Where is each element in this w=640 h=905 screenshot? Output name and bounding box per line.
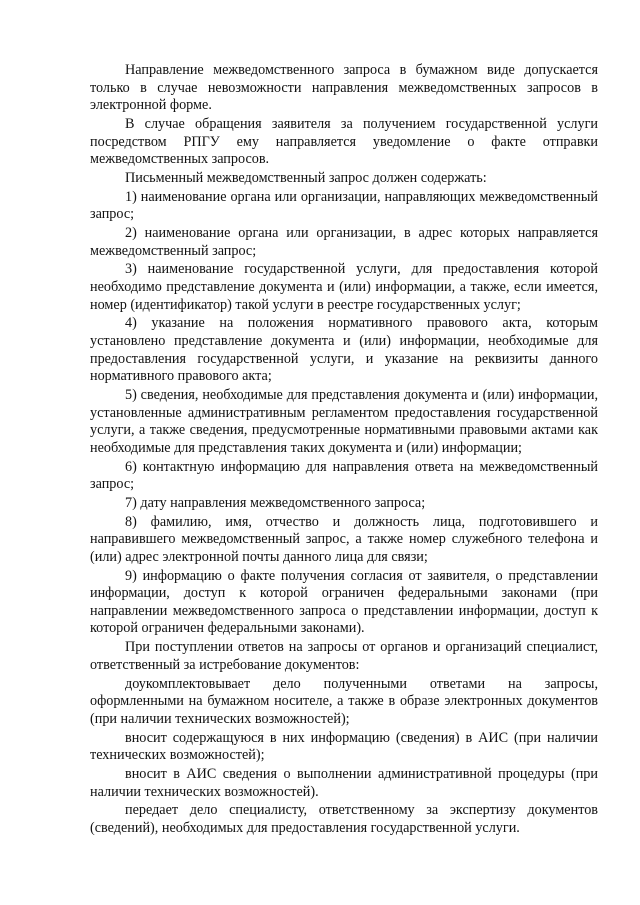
paragraph-paper-request: Направление межведомственного запроса в бумажном виде допускается только в случае невозможности направления межведомственных запросов в электронной форме. <box>90 62 598 114</box>
list-item-2: 2) наименование органа или организации, в адрес которых направляется межведомственный запрос; <box>90 225 598 259</box>
paragraph-enter-procedure-ais: вносит в АИС сведения о выполнении административной процедуры (при наличии технических возможностей). <box>90 765 598 800</box>
list-item-1: 1) наименование органа или организации, направляющих межведомственный запрос; <box>90 188 598 223</box>
paragraph-complete-file: доукомплектовывает дело полученными ответами на запросы, оформленными на бумажном носителе, а также в образе электронных документов (при наличии технических возможностей); <box>90 675 598 727</box>
list-item-6: 6) контактную информацию для направления ответа на межведомственный запрос; <box>90 458 598 493</box>
paragraph-enter-info-ais: вносит содержащуюся в них информацию (сведения) в АИС (при наличии технических возможностей); <box>90 729 598 764</box>
list-item-5: 5) сведения, необходимые для представления документа и (или) информации, установленные административным регламентом предоставления государственной услуги, а также сведения, предусмотренные нормативными правовыми актами как необходимые для представления таких документа и (или) информации; <box>90 387 598 456</box>
paragraph-rpgu-notification: В случае обращения заявителя за получением государственной услуги посредством РПГУ ему направляется уведомление о факте отправки межведомственных запросов. <box>90 115 598 168</box>
list-item-8: 8) фамилию, имя, отчество и должность лица, подготовившего и направившего межведомственный запрос, а также номер служебного телефона и (или) адрес электронной почты данного лица для связи; <box>90 513 598 565</box>
list-item-3: 3) наименование государственной услуги, для предоставления которой необходимо представление документа и (или) информации, а также, если имеется, номер (идентификатор) такой услуги в реестре государственных услуг; <box>90 261 598 313</box>
list-item-9: 9) информацию о факте получения согласия от заявителя, о представлении информации, доступ к которой ограничен федеральными законами (при направлении межведомственного запроса о представлении информации, доступ к которой ограничен федеральными законами). <box>90 567 598 637</box>
paragraph-responses-intro: При поступлении ответов на запросы от органов и организаций специалист, ответственный за истребование документов: <box>90 639 598 673</box>
list-item-4: 4) указание на положения нормативного правового акта, которым установлено представление документа и (или) информации, необходимые для предоставления государственной услуги, и указание на реквизиты данного нормативного правового акта; <box>90 315 598 385</box>
list-item-7: 7) дату направления межведомственного запроса; <box>125 494 426 511</box>
paragraph-transfer-file: передает дело специалисту, ответственному за экспертизу документов (сведений), необходимых для предоставления государственной услуги. <box>90 802 598 836</box>
paragraph-request-contents-intro: Письменный межведомственный запрос должен содержать: <box>125 169 487 186</box>
